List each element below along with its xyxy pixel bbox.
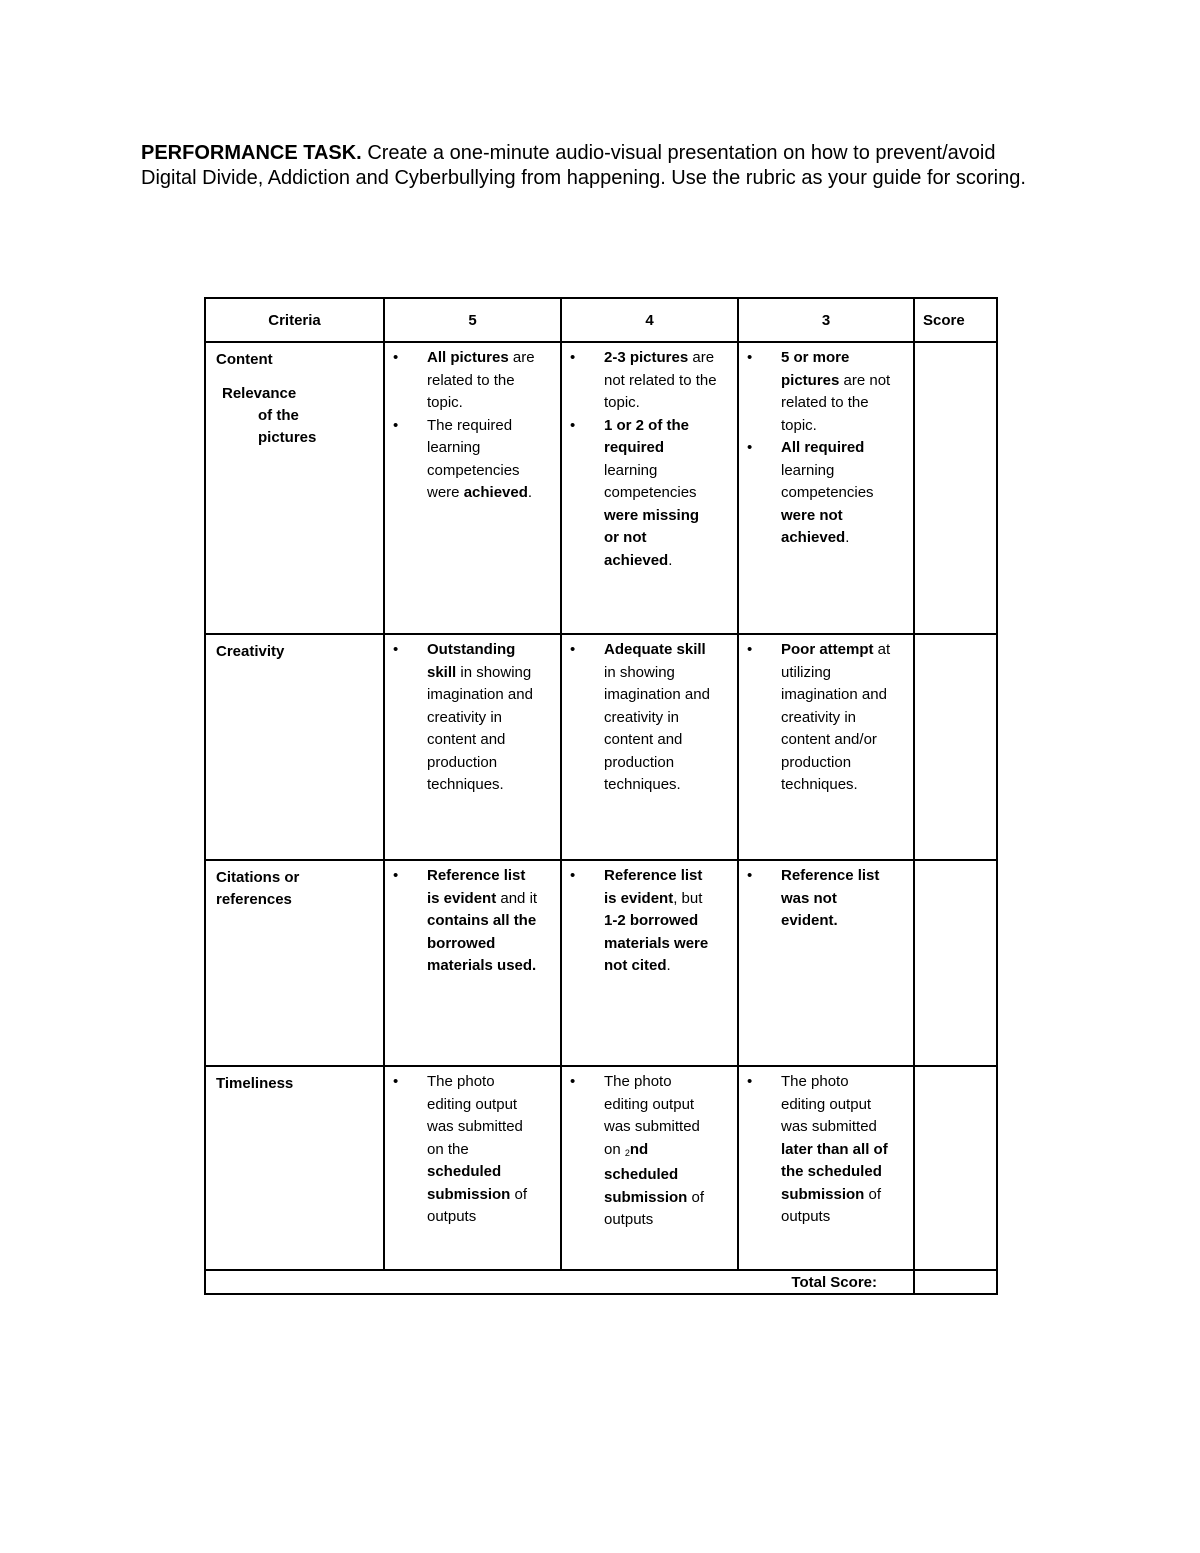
content-4 — [561, 342, 738, 634]
timeliness-5 — [384, 1066, 561, 1270]
criteria-creativity — [205, 634, 384, 860]
list-item: • 1 or 2 of the required learning competencies were missing or not achieved. — [562, 415, 737, 573]
rubric-header-row — [205, 298, 997, 342]
criteria-timeliness — [205, 1066, 384, 1270]
list-item: • All pictures are related to the topic. — [385, 347, 560, 415]
header-5: 5 — [384, 298, 561, 342]
list-item: • Reference list is evident, but 1-2 borrowed materials were not cited. — [562, 865, 737, 978]
rubric-row-timeliness — [205, 1066, 997, 1270]
citations-4 — [561, 860, 738, 1066]
score-citations[interactable] — [914, 860, 997, 1066]
criteria-citations — [205, 860, 384, 1066]
criteria-title: Creativity — [216, 643, 285, 660]
list-item: • 5 or more pictures are not related to the topic. — [739, 347, 913, 437]
citations-5 — [384, 860, 561, 1066]
criteria-content — [205, 342, 384, 634]
citations-3 — [738, 860, 914, 1066]
list-item: • The photo editing output was submitted on $_2$nd scheduled submission of outputs — [562, 1071, 737, 1232]
score-timeliness[interactable] — [914, 1066, 997, 1270]
criteria-sub: of the — [258, 407, 299, 424]
criteria-sub: pictures — [258, 429, 317, 446]
creativity-4 — [561, 634, 738, 860]
rubric-row-creativity — [205, 634, 997, 860]
header-criteria: Criteria — [205, 298, 384, 342]
task-label: PERFORMANCE TASK. — [141, 142, 362, 164]
content-5 — [384, 342, 561, 634]
list-item: • Reference list was not evident. — [739, 865, 913, 933]
creativity-3 — [738, 634, 914, 860]
criteria-title: Content — [216, 351, 273, 368]
rubric-table — [204, 297, 998, 1295]
header-score: Score — [914, 298, 997, 342]
task-instructions — [141, 141, 1041, 191]
timeliness-3 — [738, 1066, 914, 1270]
timeliness-4 — [561, 1066, 738, 1270]
list-item: • The photo editing output was submitted later than all of the scheduled submission of outputs — [739, 1071, 913, 1229]
content-3 — [738, 342, 914, 634]
score-content[interactable] — [914, 342, 997, 634]
criteria-title: Citations or references — [216, 869, 300, 908]
creativity-5 — [384, 634, 561, 860]
header-3: 3 — [738, 298, 914, 342]
list-item: • 2-3 pictures are not related to the topic. — [562, 347, 737, 415]
header-4: 4 — [561, 298, 738, 342]
task-text: Create a one-minute audio-visual presentation on how to prevent/avoid Digital Divide, Addiction and Cyberbullying from happening. Use the rubric as your guide for scoring. — [141, 142, 1026, 189]
list-item: • Poor attempt at utilizing imagination and creativity in content and/or production techniques. — [739, 639, 913, 797]
list-item: • Adequate skill in showing imagination and creativity in content and production techniques. — [562, 639, 737, 797]
list-item: • The required learning competencies were achieved. — [385, 415, 560, 505]
rubric-row-citations — [205, 860, 997, 1066]
list-item: • All required learning competencies were not achieved. — [739, 437, 913, 550]
criteria-title: Timeliness — [216, 1075, 294, 1092]
criteria-sub: Relevance — [222, 385, 297, 402]
score-creativity[interactable] — [914, 634, 997, 860]
list-item: • Reference list is evident and it contains all the borrowed materials used. — [385, 865, 560, 978]
list-item: • Outstanding skill in showing imagination and creativity in content and production techniques. — [385, 639, 560, 797]
total-score-label: Total Score: — [205, 1270, 914, 1294]
rubric-row-content — [205, 342, 997, 634]
total-row — [205, 1270, 997, 1294]
total-score-value[interactable] — [914, 1270, 997, 1294]
list-item: • The photo editing output was submitted on the scheduled submission of outputs — [385, 1071, 560, 1229]
